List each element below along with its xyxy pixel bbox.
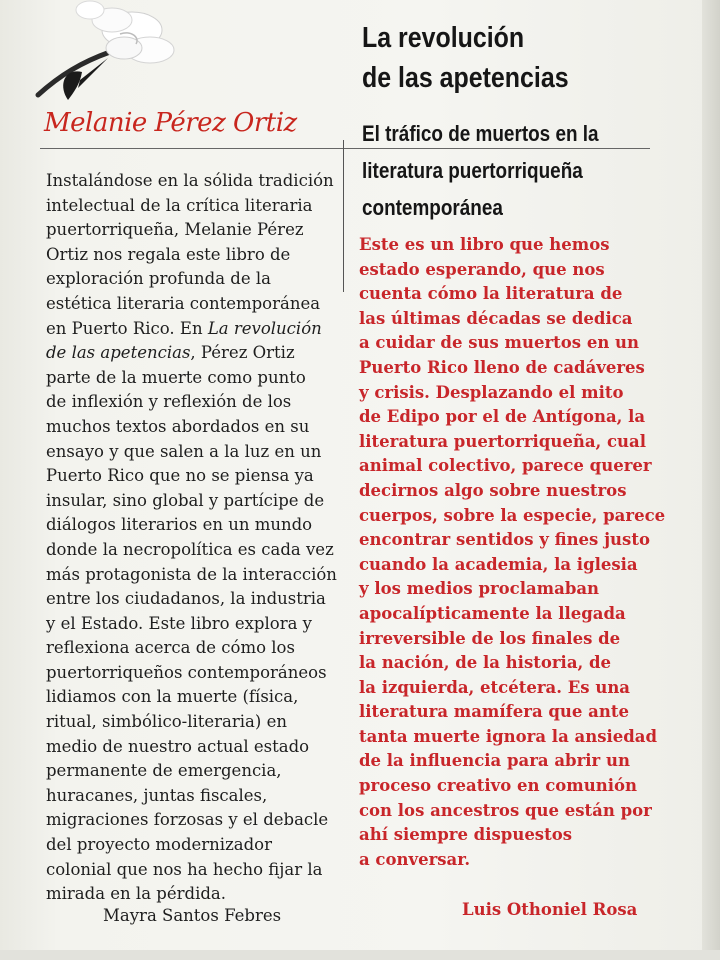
blurb-text: puertorriqueños contemporáneos [46,662,327,682]
blurb-text: , Pérez Ortiz [190,343,295,363]
blurb-text: intelectual de la crítica literaria [46,195,313,215]
blurb-line: de la influencia para abrir un [359,751,630,771]
blurb-text: puertorriqueña, Melanie Pérez [46,220,304,240]
blurb-text: medio de nuestro actual estado [46,736,310,756]
blurb-text: exploración profunda de la [46,269,271,289]
blurb-text: diálogos literarios en un mundo [46,515,313,535]
blurb-line [46,292,346,317]
blurb-line: a cuidar de sus muertos en un [359,333,640,353]
blurb-text: donde la necropolítica es cada vez [46,539,334,559]
blurb-line: la izquierda, etcétera. Es una [359,677,631,697]
blurb-text: Ortiz nos regala este libro de [46,244,291,264]
blurb-line: las últimas décadas se dedica [359,308,633,328]
blurb-text: entre los ciudadanos, la industria [46,589,326,609]
blurb-text: ritual, simbólico-literaria) en [46,712,287,732]
book-title-italic: de las apetencias [46,343,191,363]
left-signature: Mayra Santos Febres [103,906,282,925]
blurb-line [46,710,346,735]
blurb-line [46,317,346,342]
blurb-line [46,489,346,514]
blurb-line [46,390,346,415]
blurb-line: la nación, de la historia, de [359,653,612,673]
blurb-line [46,882,346,907]
blurb-line [46,366,346,391]
blurb-line: y los medios proclamaban [359,579,600,599]
blurb-line: con los ancestros que están por [359,800,652,820]
blurb-line: decirnos algo sobre nuestros [359,480,627,500]
book-subtitle [362,115,599,226]
blurb-line [46,464,346,489]
blurb-line: Este es un libro que hemos [359,235,610,254]
blurb-line [46,808,346,833]
blurb-line: Puerto Rico lleno de cadáveres [359,357,645,377]
blurb-text: y el Estado. Este libro explora y [46,613,312,633]
blurb-line: apocalípticamente la llegada [359,603,626,623]
blurb-text: mirada en la pérdida. [46,884,226,904]
book-title-italic: La revolución [207,318,322,338]
blurb-line: cuando la academia, la iglesia [359,554,638,574]
blurb-line [46,563,346,588]
blurb-line [46,685,346,710]
blurb-text: ensayo y que salen a la luz en un [46,441,322,461]
blurb-text: huracanes, juntas fiscales, [46,785,268,805]
blurb-line: irreversible de los finales de [359,628,621,648]
title-line: La revolución [362,22,525,54]
left-blurb [46,169,346,907]
blurb-line: ahí siempre dispuestos [359,825,573,845]
blurb-line [46,612,346,637]
blurb-text: permanente de emergencia, [46,761,282,781]
blurb-line [46,636,346,661]
page-edge [702,0,720,960]
title-line: de las apetencias [362,62,569,94]
blurb-line [46,218,346,243]
blurb-line [46,440,346,465]
blurb-line: cuenta cómo la literatura de [359,284,623,304]
subtitle-line: El tráfico de muertos en la [362,121,599,146]
blurb-line: encontrar sentidos y fines justo [359,530,650,550]
blurb-text: muchos textos abordados en su [46,416,310,436]
blurb-line [46,858,346,883]
blurb-text: lidiamos con la muerte (física, [46,687,299,707]
blurb-text: migraciones forzosas y el debacle [46,810,329,830]
blurb-line: literatura mamífera que ante [359,702,629,722]
book-title [362,18,569,98]
blurb-line [46,833,346,858]
subtitle-line: contemporánea [362,195,503,220]
author-name: Melanie Pérez Ortiz [44,108,297,138]
subtitle-line: literatura puertorriqueña [362,158,583,183]
blurb-text: reflexiona acerca de cómo los [46,638,295,658]
blurb-line: literatura puertorriqueña, cual [359,431,647,451]
blurb-line [46,415,346,440]
blurb-line [46,169,346,194]
blurb-text: Instalándose en la sólida tradición [46,171,334,190]
blurb-text: insular, sino global y partícipe de [46,490,325,510]
blurb-line: estado esperando, que nos [359,259,605,279]
blurb-line [46,341,346,366]
blurb-line: y crisis. Desplazando el mito [359,382,624,402]
blurb-line [46,538,346,563]
blurb-text: estética literaria contemporánea [46,293,321,313]
blurb-text: de inflexión y reflexión de los [46,392,292,412]
blurb-line [46,759,346,784]
blurb-line [46,661,346,686]
blurb-line [46,243,346,268]
blurb-line [46,194,346,219]
blurb-line [46,587,346,612]
blurb-text: del proyecto modernizador [46,835,272,855]
blurb-text: en Puerto Rico. En [46,318,208,338]
blurb-text: parte de la muerte como punto [46,367,306,387]
blurb-line [46,735,346,760]
blurb-line: proceso creativo en comunión [359,776,637,796]
blurb-line: a conversar. [359,849,471,869]
right-blurb [359,233,666,872]
bottom-edge [0,950,720,960]
blurb-line: tanta muerte ignora la ansiedad [359,726,658,746]
blurb-text: más protagonista de la interacción [46,564,337,584]
blurb-line [46,784,346,809]
right-signature: Luis Othoniel Rosa [462,900,638,919]
blurb-line [46,267,346,292]
white-flower-icon [20,0,180,110]
blurb-text: Puerto Rico que no se piensa ya [46,466,314,486]
blurb-line: animal colectivo, parece querer [359,456,652,476]
blurb-line: cuerpos, sobre la especie, parece [359,505,666,525]
blurb-line [46,513,346,538]
blurb-text: colonial que nos ha hecho fijar la [46,859,323,879]
blurb-line: de Edipo por el de Antígona, la [359,407,646,427]
